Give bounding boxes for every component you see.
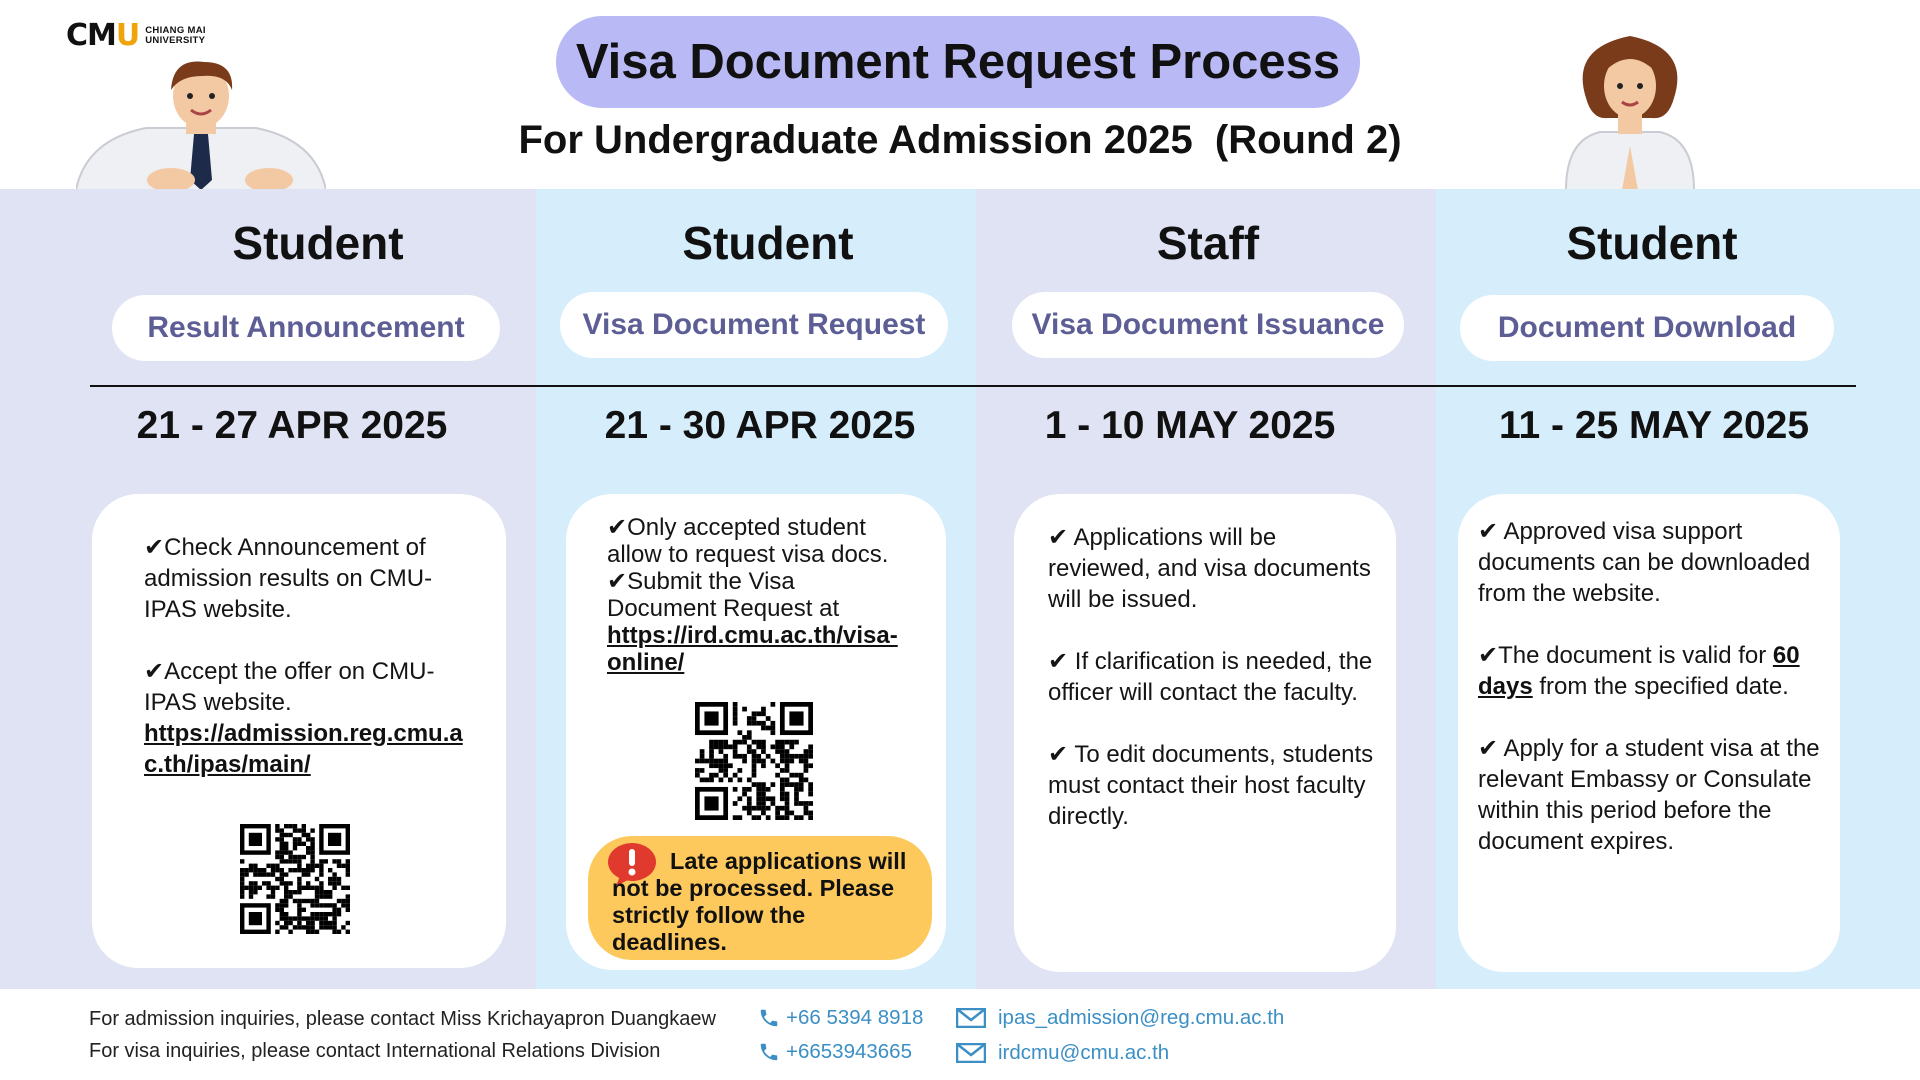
step-label: Document Download <box>1460 295 1834 361</box>
date-range: 21 - 30 APR 2025 <box>604 404 916 447</box>
step-label: Result Announcement <box>112 295 500 361</box>
university-logo <box>66 18 206 53</box>
mail-icon <box>956 1043 986 1063</box>
instruction-item: ✔ Approved visa support documents can be downloaded from the website. <box>1478 518 1811 607</box>
validity-item: ✔The document is valid for 60 days from the specified date. <box>1478 642 1800 700</box>
instruction-item: ✔Submit the Visa Document Request at <box>607 568 840 622</box>
visa-email[interactable]: irdcmu@cmu.ac.th <box>956 1041 1169 1065</box>
instruction-item: ✔Check Announcement of admission results on CMU-IPAS website. <box>144 534 433 623</box>
card-text <box>1048 522 1378 863</box>
step-label: Visa Document Request <box>560 292 948 358</box>
instruction-item: ✔ Apply for a student visa at the relevant Embassy or Consulate within this period before the document expires. <box>1478 735 1820 855</box>
step-label: Visa Document Issuance <box>1012 292 1404 358</box>
card-text <box>1478 516 1838 888</box>
role-heading: Student <box>682 217 854 269</box>
phone-icon <box>758 1041 780 1063</box>
admission-contact-text: For admission inquiries, please contact Miss Krichayapron Duangkaew <box>89 1008 716 1030</box>
date-range: 1 - 10 MAY 2025 <box>1044 404 1336 447</box>
mail-icon <box>956 1008 986 1028</box>
role-heading: Student <box>232 217 404 269</box>
visa-contact-text: For visa inquiries, please contact International Relations Division <box>89 1040 661 1062</box>
instruction-item: ✔ To edit documents, students must contact their host faculty directly. <box>1048 741 1374 830</box>
student-man-illustration <box>76 60 326 190</box>
role-heading: Student <box>1566 217 1738 269</box>
qr-code-icon[interactable] <box>240 824 350 934</box>
instruction-item: ✔ Applications will be reviewed, and visa documents will be issued. <box>1048 524 1371 613</box>
admission-phone[interactable]: +66 5394 8918 <box>758 1006 923 1030</box>
divider <box>90 385 1856 387</box>
page-title: Visa Document Request Process <box>556 16 1360 108</box>
warning-text: Late applications will not be processed. Please strictly follow the deadlines. <box>612 848 907 955</box>
student-woman-illustration <box>1560 28 1700 190</box>
ipas-link[interactable]: https://admission.reg.cmu.ac.th/ipas/main/ <box>144 720 463 778</box>
logo-text: CHIANG MAI UNIVERSITY <box>145 24 206 46</box>
qr-code-icon[interactable] <box>695 702 813 820</box>
card-text <box>144 532 474 780</box>
logo-mark: CMU <box>66 18 140 53</box>
instruction-item: ✔ If clarification is needed, the officer will contact the faculty. <box>1048 648 1373 706</box>
instruction-item: ✔Accept the offer on CMU-IPAS website. <box>144 658 435 716</box>
card-text <box>607 514 907 676</box>
date-range: 21 - 27 APR 2025 <box>136 404 448 447</box>
instruction-item: ✔Only accepted student allow to request visa docs. <box>607 514 889 568</box>
date-range: 11 - 25 MAY 2025 <box>1498 404 1810 447</box>
visa-phone[interactable]: +6653943665 <box>758 1040 912 1064</box>
admission-email[interactable]: ipas_admission@reg.cmu.ac.th <box>956 1006 1284 1030</box>
phone-icon <box>758 1007 780 1029</box>
page-subtitle: For Undergraduate Admission 2025 (Round 2) <box>518 118 1402 162</box>
visa-online-link[interactable]: https://ird.cmu.ac.th/visa-online/ <box>607 622 898 676</box>
valid-days: 60 days <box>1478 642 1800 700</box>
role-heading: Staff <box>1156 217 1260 269</box>
